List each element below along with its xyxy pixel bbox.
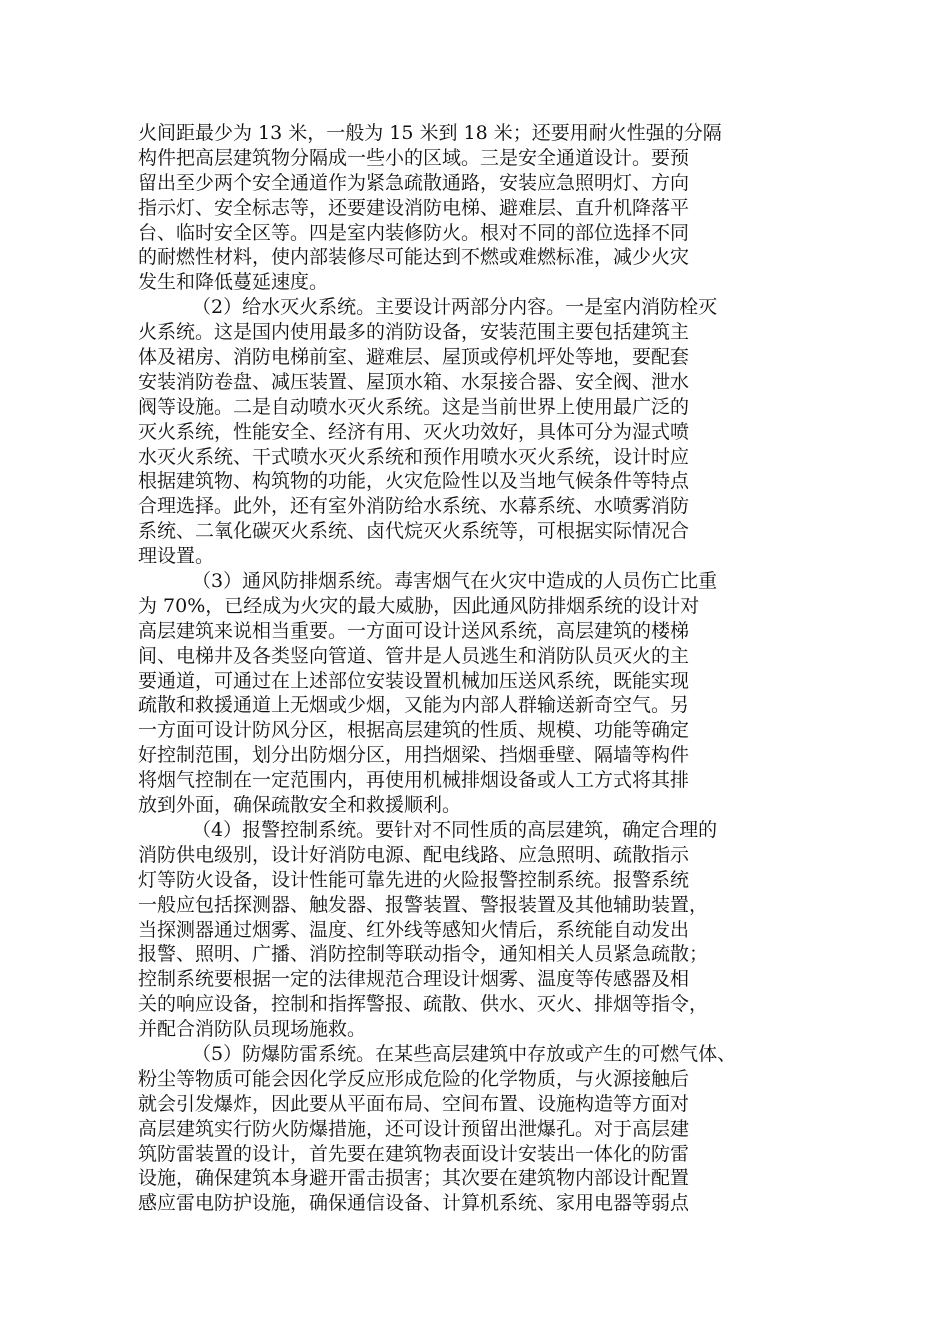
text-line: 关的响应设备，控制和指挥警报、疏散、供水、灭火、排烟等指令， (138, 993, 709, 1016)
text-line: 当探测器通过烟雾、温度、红外线等感知火情后，系统能自动发出 (138, 918, 690, 941)
text-line: 台、临时安全区等。四是室内装修防火。根对不同的部位选择不同 (138, 221, 690, 244)
text-line: 放到外面，确保疏散安全和救援顺利。 (138, 794, 462, 817)
text-line: 安装消防卷盘、减压装置、屋顶水箱、水泵接合器、安全阀、泄水 (138, 370, 690, 393)
text-line: 系统、二氧化碳灭火系统、卤代烷灭火系统等，可根据实际情况合 (138, 520, 690, 543)
text-line: 一般应包括探测器、触发器、报警装置、警报装置及其他辅助装置， (138, 893, 709, 916)
text-line: 留出至少两个安全通道作为紧急疏散通路，安装应急照明灯、方向 (138, 171, 690, 194)
text-line: 高层建筑来说相当重要。一方面可设计送风系统，高层建筑的楼梯 (138, 619, 690, 642)
text-line: 就会引发爆炸，因此要从平面布局、空间布置、设施构造等方面对 (138, 1092, 690, 1115)
text-line: 理设置。 (138, 545, 215, 568)
text-line: 阀等设施。二是自动喷水灭火系统。这是当前世界上使用最广泛的 (138, 395, 690, 418)
body-text (138, 121, 818, 1216)
text-line: 间、电梯井及各类竖向管道、管井是人员逃生和消防队员灭火的主 (138, 644, 690, 667)
text-line: 合理选择。此外，还有室外消防给水系统、水幕系统、水喷雾消防 (138, 495, 690, 518)
text-line: 构件把高层建筑物分隔成一些小的区域。三是安全通道设计。要预 (138, 146, 690, 169)
text-line: 根据建筑物、构筑物的功能，火灾危险性以及当地气候条件等特点 (138, 470, 690, 493)
text-line: 高层建筑实行防火防爆措施，还可设计预留出泄爆孔。对于高层建 (138, 1117, 690, 1140)
text-line: 要通道，可通过在上述部位安装设置机械加压送风系统，既能实现 (138, 669, 690, 692)
text-line: 疏散和救援通道上无烟或少烟，又能为内部人群输送新奇空气。另 (138, 694, 690, 717)
text-line: 粉尘等物质可能会因化学反应形成危险的化学物质，与火源接触后 (138, 1067, 690, 1090)
text-line: 感应雷电防护设施，确保通信设备、计算机系统、家用电器等弱点 (138, 1192, 690, 1215)
text-line: 水灭火系统、干式喷水灭火系统和预作用喷水灭火系统，设计时应 (138, 445, 690, 468)
text-line: 消防供电级别，设计好消防电源、配电线路、应急照明、疏散指示 (138, 843, 690, 866)
text-line: 报警、照明、广播、消防控制等联动指令，通知相关人员紧急疏散； (138, 943, 709, 966)
text-line: 体及裙房、消防电梯前室、避难层、屋顶或停机坪处等地，要配套 (138, 346, 690, 369)
paragraph-first-line: （5）防爆防雷系统。在某些高层建筑中存放或产生的可燃气体、 (192, 1042, 737, 1065)
text-line: 发生和降低蔓延速度。 (138, 271, 329, 294)
text-line: 火系统。这是国内使用最多的消防设备，安装范围主要包括建筑主 (138, 321, 690, 344)
paragraph-first-line: （3）通风防排烟系统。毒害烟气在火灾中造成的人员伤亡比重 (192, 570, 718, 593)
text-line: 筑防雷装置的设计，首先要在建筑物表面设计安装出一体化的防雷 (138, 1142, 690, 1165)
text-line: 设施，确保建筑本身避开雷击损害；其次要在建筑物内部设计配置 (138, 1167, 690, 1190)
text-line: 将烟气控制在一定范围内，再使用机械排烟设备或人工方式将其排 (138, 769, 690, 792)
text-line: 火间距最少为 13 米，一般为 15 米到 18 米；还要用耐火性强的分隔 (138, 122, 722, 144)
paragraph-first-line: （2）给水灭火系统。主要设计两部分内容。一是室内消防栓灭 (192, 296, 718, 319)
text-line: 好控制范围，划分出防烟分区，用挡烟梁、挡烟垂壁、隔墙等构件 (138, 744, 690, 767)
text-line: 灭火系统，性能安全、经济有用、灭火功效好，具体可分为湿式喷 (138, 420, 690, 443)
text-line: 指示灯、安全标志等，还要建设消防电梯、避难层、直升机降落平 (138, 196, 690, 219)
paragraph-first-line: （4）报警控制系统。要针对不同性质的高层建筑，确定合理的 (192, 818, 718, 841)
text-line: 并配合消防队员现场施救。 (138, 1018, 367, 1041)
text-line: 控制系统要根据一定的法律规范合理设计烟雾、温度等传感器及相 (138, 968, 690, 991)
text-line: 一方面可设计防风分区，根据高层建筑的性质、规模、功能等确定 (138, 719, 690, 742)
text-line: 的耐燃性材料，使内部装修尽可能达到不燃或难燃标准，减少火灾 (138, 246, 690, 269)
text-line: 灯等防火设备，设计性能可靠先进的火险报警控制系统。报警系统 (138, 868, 690, 891)
text-line: 为 70%，已经成为火灾的最大威胁，因此通风防排烟系统的设计对 (138, 594, 700, 617)
